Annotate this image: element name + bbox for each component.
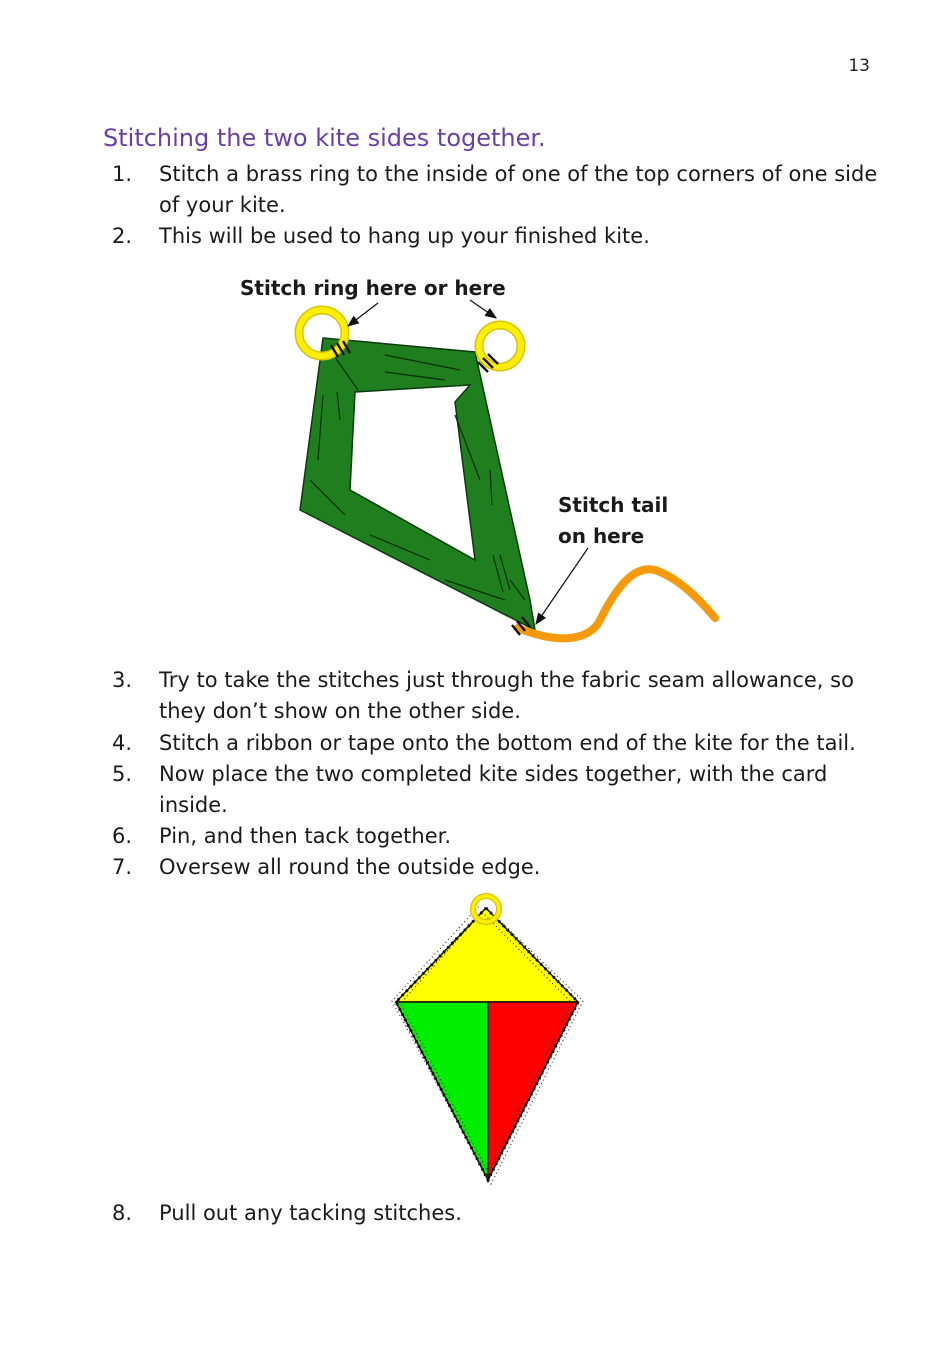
step-number: 4. <box>112 731 133 755</box>
step-text: Stitch a brass ring to the inside of one of the top corners of one side of your kite. <box>159 162 878 217</box>
arrow-tail <box>536 548 588 624</box>
label-stitch-tail-2: on here <box>558 524 645 548</box>
step-number: 5. <box>112 762 133 786</box>
kite-frame <box>300 338 535 630</box>
step-3 <box>112 665 882 727</box>
step-6 <box>112 821 882 852</box>
oversew-stitches <box>396 908 578 1180</box>
step-text: Now place the two completed kite sides together, with the card inside. <box>159 762 828 817</box>
step-8 <box>112 1198 882 1229</box>
frame-stitches <box>310 350 525 600</box>
step-text: Try to take the stitches just through the fabric seam allowance, so they don’t show on the other side. <box>159 668 854 723</box>
step-text: This will be used to hang up your finished kite. <box>159 224 650 248</box>
step-number: 2. <box>112 224 133 248</box>
ring-stitches <box>331 341 498 372</box>
step-number: 8. <box>112 1201 133 1225</box>
step-text: Oversew all round the outside edge. <box>159 855 541 879</box>
step-number: 7. <box>112 855 133 879</box>
kite-top-panel <box>396 908 578 1002</box>
arrow-ring-right <box>470 300 496 318</box>
step-number: 6. <box>112 824 133 848</box>
step-text: Pull out any tacking stitches. <box>159 1201 462 1225</box>
kite-left-panel <box>396 1002 488 1180</box>
kite-ring <box>473 896 499 922</box>
step-7 <box>112 852 882 883</box>
step-text: Stitch a ribbon or tape onto the bottom end of the kite for the tail. <box>159 731 856 755</box>
section-heading: Stitching the two kite sides together. <box>103 124 546 152</box>
step-number: 1. <box>112 162 133 186</box>
label-stitch-tail-1: Stitch tail <box>558 493 669 517</box>
step-1 <box>112 159 882 221</box>
step-number: 3. <box>112 668 133 692</box>
kite-tail <box>518 569 715 638</box>
page-number: 13 <box>848 56 870 76</box>
step-text: Pin, and then tack together. <box>159 824 451 848</box>
label-stitch-ring: Stitch ring here or here <box>240 276 506 300</box>
arrow-ring-left <box>348 303 378 326</box>
ring-left <box>299 310 345 356</box>
step-5 <box>112 759 882 821</box>
step-4 <box>112 728 882 759</box>
tail-stitches <box>512 617 530 635</box>
step-2 <box>112 221 882 252</box>
ring-right <box>479 325 521 367</box>
kite-right-panel <box>488 1002 578 1180</box>
